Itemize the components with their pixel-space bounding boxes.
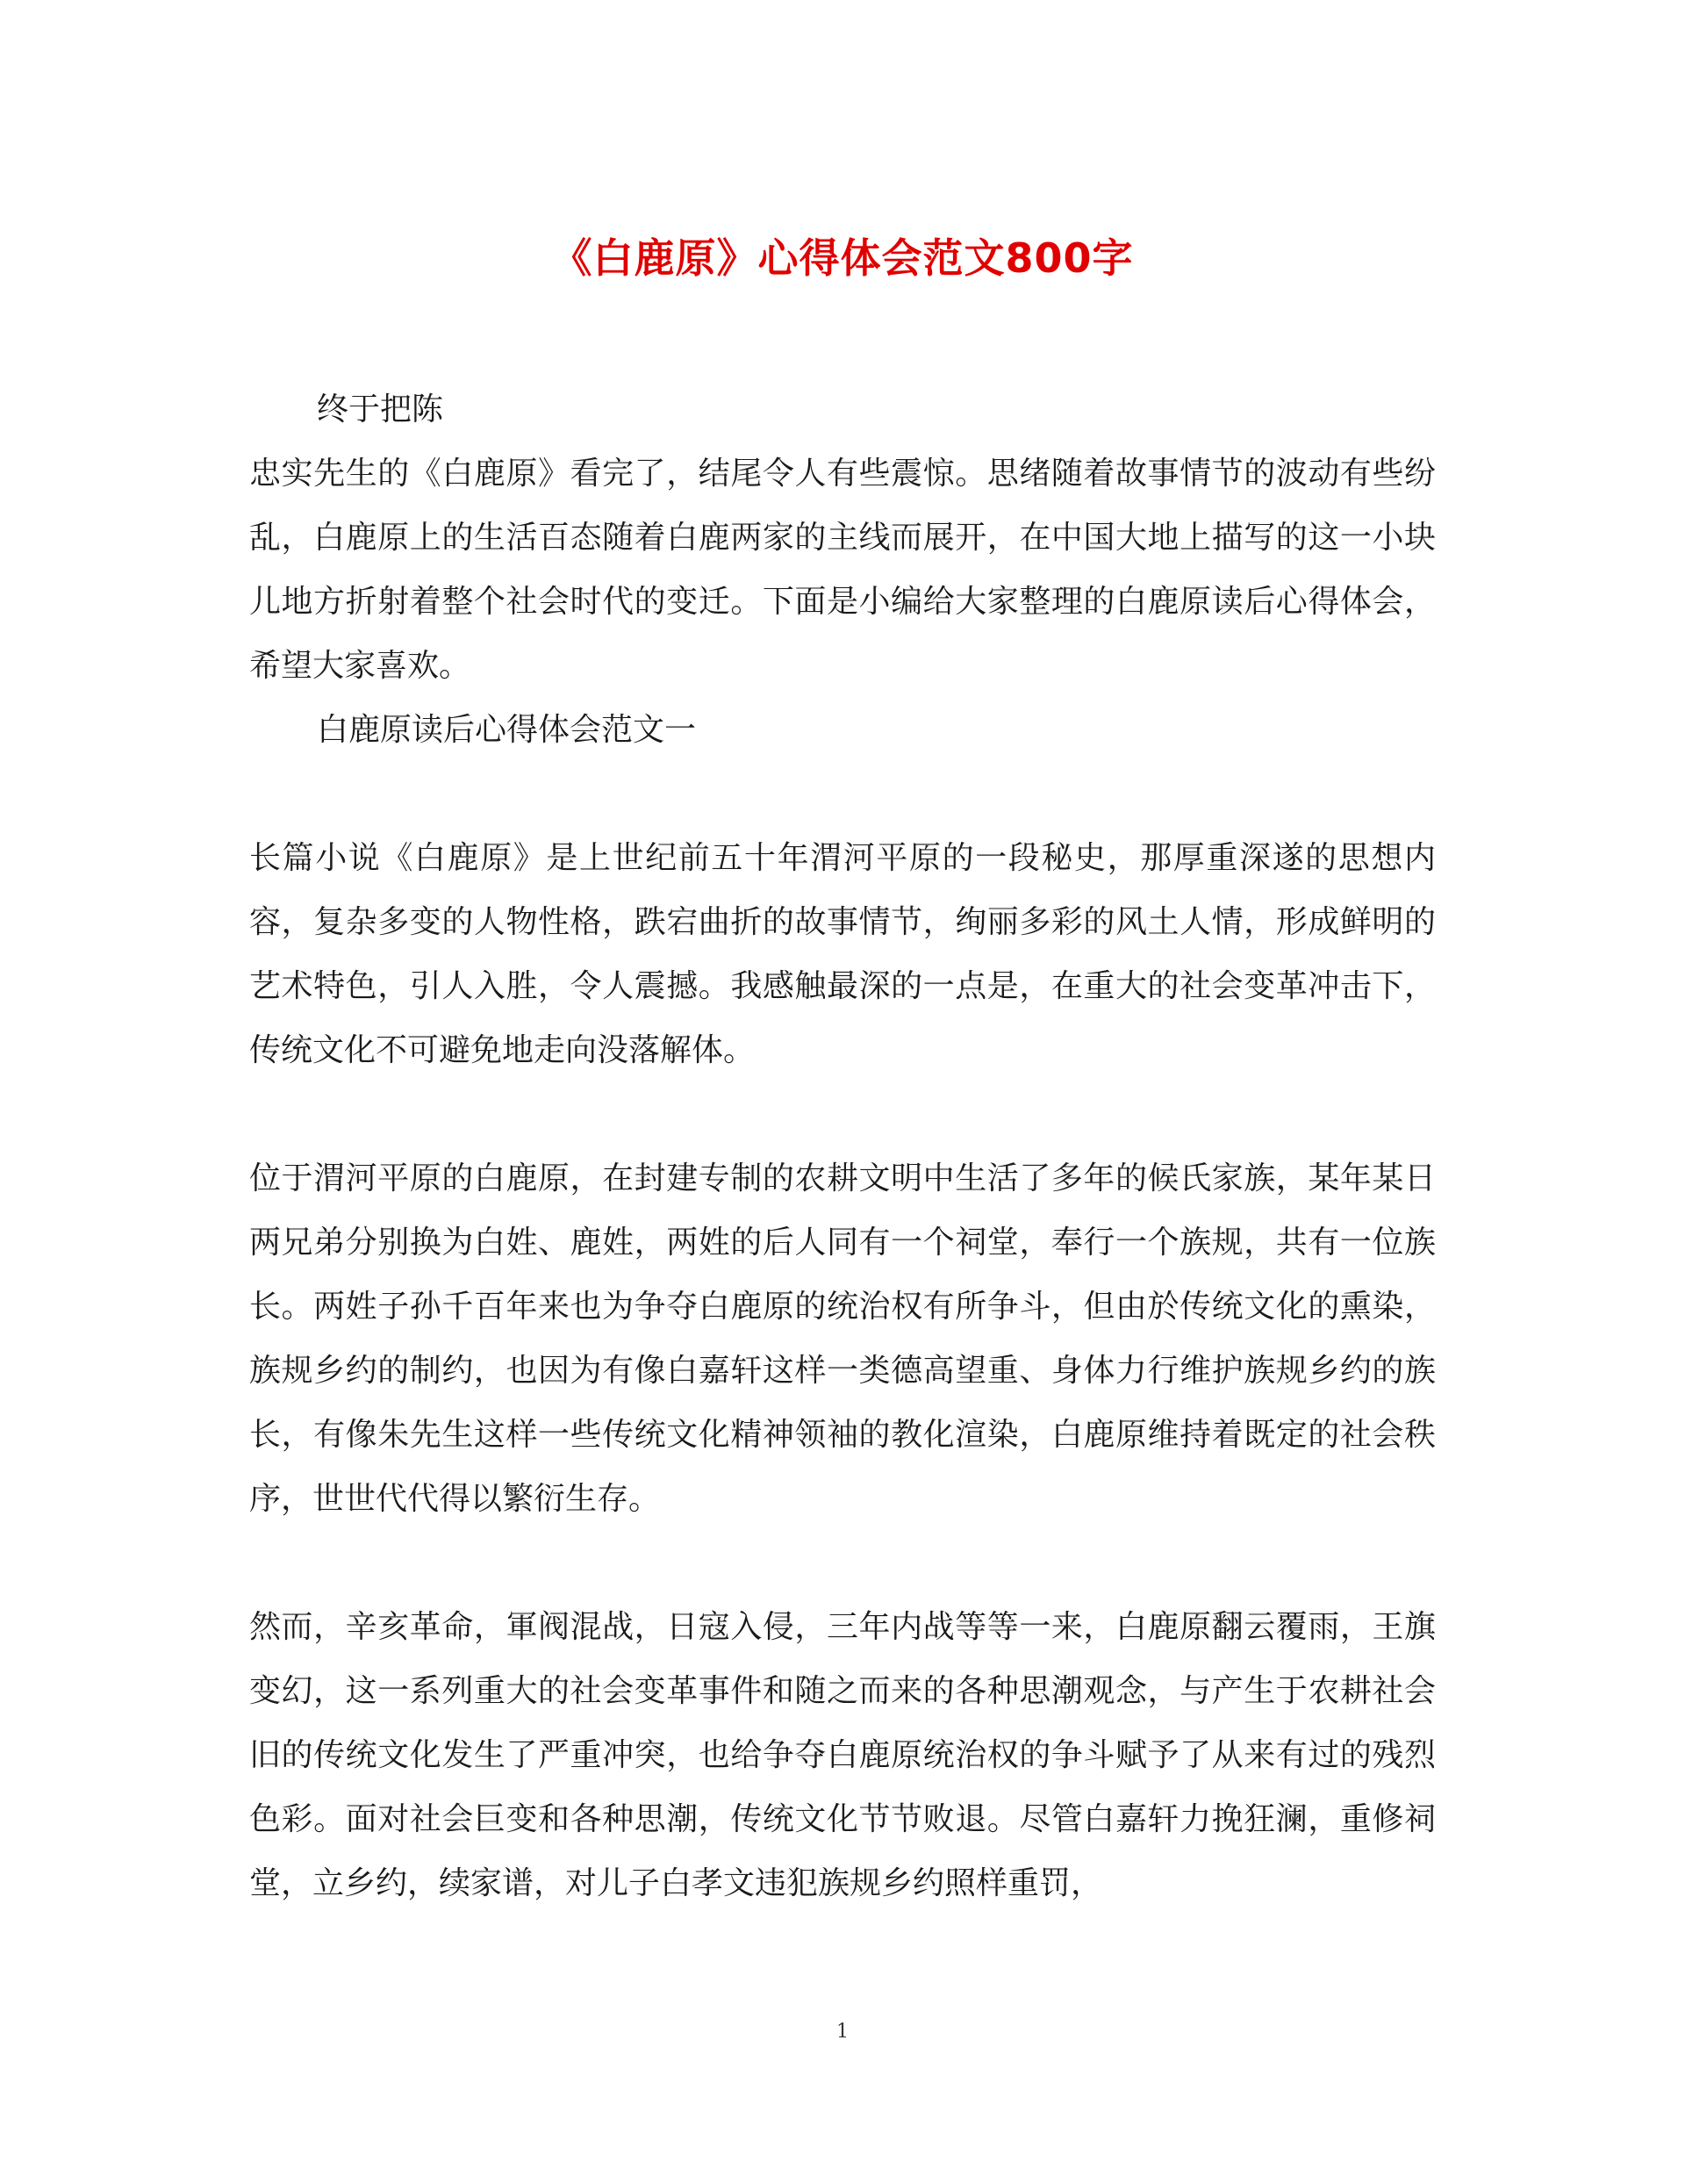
page-number: 1 [836, 2021, 849, 2043]
paragraph-body: 然而，辛亥革命，軍阀混战，日寇入侵，三年内战等等一来，白鹿原翻云覆雨，王旗变幻，这一系列重大的社会变革事件和随之而来的各种思潮观念，与产生于农耕社会旧的传统文化发生了严重冲突，也给争夺白鹿原统治权的争斗赋予了从来有过的残烈色彩。面对社会巨变和各种思潮，传统文化节节败退。尽管白嘉轩力挽狂澜，重修祠堂，立乡约，续家谱，对儿子白孝文违犯族规乡约照样重罚， [249, 1609, 1436, 1901]
document-title: 《白鹿原》心得体会范文800字 [551, 234, 1134, 282]
section-heading: 白鹿原读后心得体会范文一 [317, 712, 697, 748]
paragraph-intro: 忠实先生的《白鹿原》看完了，结尾令人有些震惊。思绪随着故事情节的波动有些纷乱，白鹿原上的生活百态随着白鹿两家的主线而展开，在中国大地上描写的这一小块儿地方折射着整个社会时代的变迁。下面是小编给大家整理的白鹿原读后心得体会，希望大家喜欢。 [249, 456, 1436, 684]
paragraph-spacer [249, 1531, 1436, 1595]
paragraph-spacer [249, 1082, 1436, 1146]
paragraph-body: 长篇小说《白鹿原》是上世纪前五十年渭河平原的一段秘史，那厚重深遂的思想内容，复杂多变的人物性格，跌宕曲折的故事情节，绚丽多彩的风土人情，形成鲜明的艺术特色，引人入胜，令人震撼。我感触最深的一点是，在重大的社会变革冲击下，传统文化不可避免地走向没落解体。 [249, 840, 1436, 1068]
paragraph-body: 位于渭河平原的白鹿原，在封建专制的农耕文明中生活了多年的候氏家族，某年某日两兄弟分别换为白姓、鹿姓，两姓的后人同有一个祠堂，奉行一个族规，共有一位族长。两姓子孙千百年来也为争夺白鹿原的统治权有所争斗，但由於传统文化的熏染，族规乡约的制约，也因为有像白嘉轩这样一类德高望重、身体力行维护族规乡约的族长，有像朱先生这样一些传统文化精神领袖的教化渲染，白鹿原维持着既定的社会秩序，世世代代得以繁衍生存。 [249, 1160, 1436, 1517]
paragraph-spacer [249, 762, 1436, 826]
paragraph-intro-start: 终于把陈 [317, 392, 444, 427]
document-body [249, 377, 1436, 1915]
